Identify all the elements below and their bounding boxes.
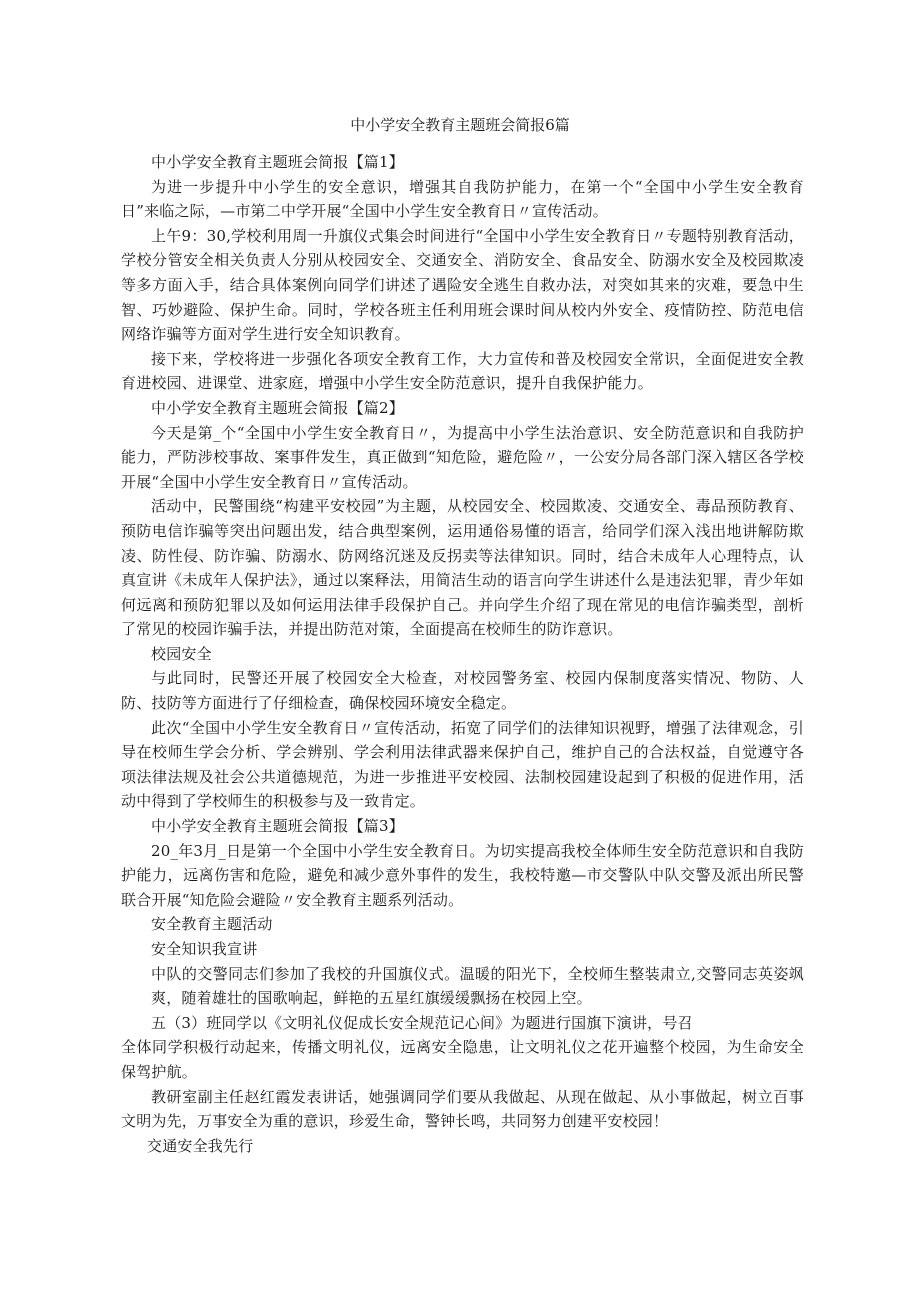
subheading: 校园安全 bbox=[151, 644, 212, 663]
section-heading-2: 中小学安全教育主题班会简报【篇2】 bbox=[151, 398, 404, 417]
paragraph: 上午9：30,学校利用周一升旗仪式集会时间进行“全国中小学生安全教育日〃专题特别教育活动，学校分管安全相关负责人分别从校园安全、交通安全、消防安全、食品安全、防溺水安全及校园欺凌等多方面入手，结合具体案例向同学们讲述了遇险安全逃生自救办法，对突如其来的灾难，要急中生智、巧妙避险、保护生命。同时，学校各班主任利用班会课时间从校内外安全、疫情防控、防范电信网络诈骗等方面对学生进行安全知识教育。 bbox=[121, 226, 804, 344]
subheading: 交通安全我先行 bbox=[147, 1136, 254, 1155]
paragraph: 此次“全国中小学生安全教育日〃宣传活动，拓宽了同学们的法律知识视野，增强了法律观念，引导在校师生学会分析、学会辨别、学会利用法律武器来保护自己，维护自己的合法权益，自觉遵守各项法律法规及社会公共道德规范，为进一步推进平安校园、法制校园建设起到了积极的促进作用，活动中得到了学校师生的积极参与及一致肯定。 bbox=[121, 718, 804, 811]
document-title: 中小学安全教育主题班会简报6篇 bbox=[350, 116, 570, 134]
paragraph: 与此同时，民警还开展了校园安全大检查，对校园警务室、校园内保制度落实情况、物防、人防、技防等方面进行了仔细检查，确保校园环境安全稳定。 bbox=[121, 669, 804, 713]
section-heading-1: 中小学安全教育主题班会简报【篇1】 bbox=[151, 153, 404, 171]
paragraph: 五（3）班同学以《文明礼仪促成长安全规范记心间》为题进行国旗下演讲，号召 bbox=[151, 1013, 693, 1032]
section-heading-3: 中小学安全教育主题班会简报【篇3】 bbox=[151, 817, 404, 836]
paragraph: 全体同学积极行动起来，传播文明礼仪，远离安全隐患，让文明礼仪之花开遍整个校园，为生命安全保驾护航。 bbox=[121, 1038, 804, 1081]
paragraph: 为进一步提升中小学生的安全意识，增强其自我防护能力，在第一个“全国中小学生安全教育日”来临之际，—市第二中学开展“全国中小学生安全教育日〃宣传活动。 bbox=[121, 177, 804, 221]
document-body bbox=[121, 150, 804, 1158]
paragraph: 20_年3月_日是第一个全国中小学生安全教育日。为切实提高我校全体师生安全防范意识和自我防护能力，远离伤害和危险，避免和减少意外事件的发生，我校特邀—市交警队中队交警及派出所民警联合开展“知危险会避险〃安全教育主题系列活动。 bbox=[121, 841, 804, 909]
paragraph: 教研室副主任赵红霞发表讲话，她强调同学们要从我做起、从现在做起、从小事做起，树立百事文明为先，万事安全为重的意识，珍爱生命，警钟长鸣，共同努力创建平安校园！ bbox=[121, 1087, 804, 1131]
paragraph: 接下来，学校将进一步强化各项安全教育工作，大力宣传和普及校园安全常识，全面促进安全教育进校园、进课堂、进家庭，增强中小学生安全防范意识，提升自我保护能力。 bbox=[121, 349, 804, 393]
paragraph: 今天是第_个“全国中小学生安全教育日〃，为提高中小学生法治意识、安全防范意识和自我防护能力，严防涉校事故、案事件发生，真正做到“知危险，避危险〃，一公安分局各部门深入辖区各学校开展“全国中小学生安全教育日〃宣传活动。 bbox=[121, 423, 804, 491]
paragraph: 活动中，民警围绕“构建平安校园”为主题，从校园安全、校园欺凌、交通安全、毒品预防教育、预防电信诈骗等突出问题出发，结合典型案例，运用通俗易懂的语言，给同学们深入浅出地讲解防欺凌、防性侵、防诈骗、防溺水、防网络沉迷及反拐卖等法律知识。同时，结合未成年人心理特点，认真宣讲《未成年人保护法》，通过以案释法，用简洁生动的语言向学生讲述什么是违法犯罪，青少年如何远离和预防犯罪以及如何运用法律手段保护自己。并向学生介绍了现在常见的电信诈骗类型，剖析了常见的校园诈骗手法，并提出防范对策，全面提高在校师生的防诈意识。 bbox=[121, 497, 804, 639]
subheading: 安全知识我宣讲 bbox=[151, 940, 258, 958]
paragraph: 中队的交警同志们参加了我校的升国旗仪式。温暖的阳光下，全校师生整装肃立,交警同志英姿飒爽，随着雄壮的国歌响起，鲜艳的五星红旗缓缓飘扬在校园上空。 bbox=[151, 964, 804, 1008]
subheading: 安全教育主题活动 bbox=[151, 915, 273, 934]
